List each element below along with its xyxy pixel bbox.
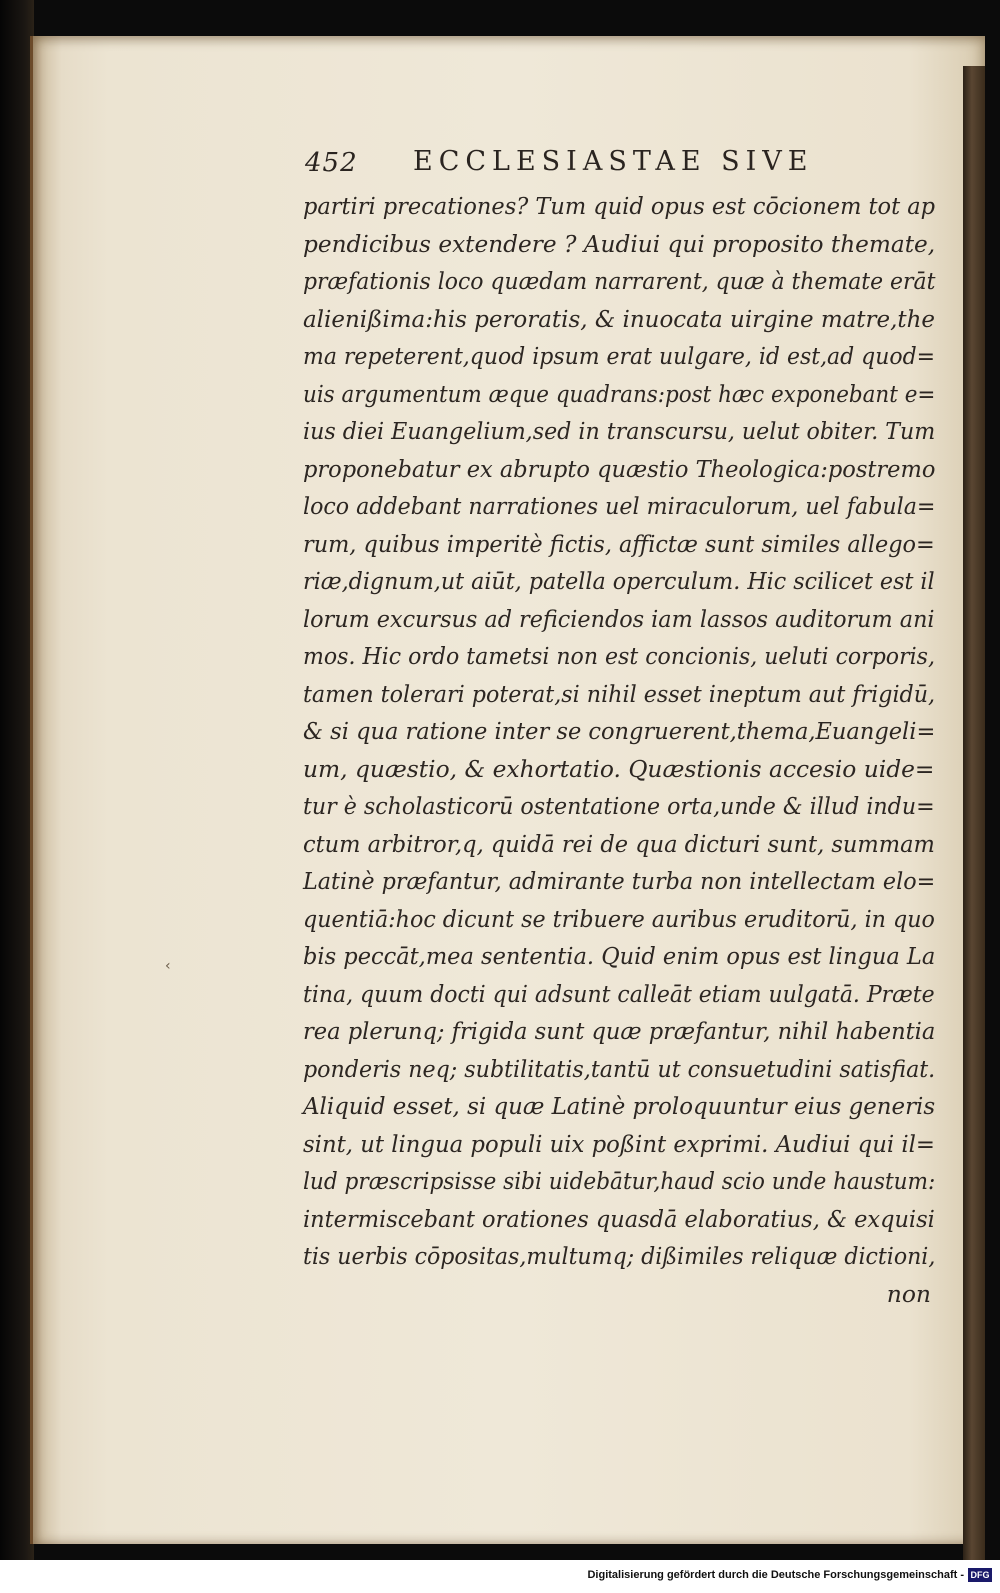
text-line: alienißima:his peroratis, & inuocata uirgine matre,the [303, 304, 935, 333]
dfg-logo: DFG [968, 1568, 992, 1582]
text-line: tis uerbis cōpositas,multumq; dißimiles reliquæ dictioni, [303, 1242, 936, 1270]
digitization-footer [0, 1560, 1000, 1593]
text-line: proponebatur ex abrupto quæstio Theologica:postremo [303, 454, 936, 483]
text-line: lud præscripsisse sibi uidebātur,haud scio unde haustum: [303, 1167, 936, 1195]
text-line: pendicibus extendere ? Audiui qui proposito themate, [303, 229, 936, 258]
text-line: mos. Hic ordo tametsi non est concionis, ueluti corporis, [303, 642, 935, 670]
page-header [305, 146, 905, 182]
text-line: intermiscebant orationes quasdā elaboratius, & exquisi [303, 1204, 935, 1233]
page-number: 452 [305, 148, 358, 178]
running-head: ECCLESIASTAE SIVE [413, 146, 814, 177]
text-line: sint, ut lingua populi uix poßint exprimi. Audiui qui il= [303, 1129, 935, 1158]
text-line: Latinè præfantur, admirante turba non intellectam elo= [303, 867, 936, 895]
text-line: præfationis loco quædam narrarent, quæ à themate erāt [303, 267, 936, 295]
text-line: rum, quibus imperitè fictis, affictæ sunt similes allego= [303, 529, 935, 558]
text-line: ius diei Euangelium,sed in transcursu, uelut obiter. Tum [303, 417, 936, 445]
text-line: loco addebant narrationes uel miraculorum, uel fabula= [303, 492, 936, 520]
text-line: lorum excursus ad reficiendos iam lassos auditorum ani [303, 604, 935, 633]
page-fore-edge [963, 66, 985, 1586]
margin-mark: ‹ [165, 958, 171, 974]
text-line: rea plerunq; frigida sunt quæ præfantur, nihil habentia [303, 1017, 936, 1045]
text-line: Aliquid esset, si quæ Latinè proloquuntur eius generis [303, 1092, 936, 1120]
text-line: ma repeterent,quod ipsum erat uulgare, id est,ad quod= [303, 342, 936, 370]
catchword: non [886, 1279, 931, 1308]
text-line: ctum arbitror,q, quidā rei de qua dicturi sunt, summam [303, 829, 935, 858]
text-line: bis peccāt,mea sententia. Quid enim opus est lingua La [303, 942, 936, 970]
text-line: tamen tolerari poterat,si nihil esset ineptum aut frigidū, [303, 679, 936, 708]
funding-credit: Digitalisierung gefördert durch die Deutsche Forschungsgemeinschaft - [587, 1569, 964, 1581]
text-line: ponderis neq; subtilitatis,tantū ut consuetudini satisfiat. [303, 1054, 936, 1083]
text-line: riæ,dignum,ut aiūt, patella operculum. Hic scilicet est il [303, 567, 935, 595]
text-line: partiri precationes? Tum quid opus est cōcionem tot ap [303, 192, 936, 220]
book-binding-edge [0, 0, 34, 1560]
text-line: uis argumentum æque quadrans:post hæc exponebant e= [303, 379, 936, 408]
text-line: & si qua ratione inter se congruerent,thema,Euangeli= [303, 717, 936, 745]
text-line: quentiā:hoc dicunt se tribuere auribus eruditorū, in quo [303, 904, 935, 933]
text-line: tur è scholasticorū ostentatione orta,unde & illud indu= [303, 792, 935, 820]
text-line: um, quæstio, & exhortatio. Quæstionis accesio uide= [303, 754, 935, 783]
text-line: tina, quum docti qui adsunt calleāt etiam uulgatā. Præte [303, 979, 935, 1008]
body-text [303, 188, 943, 1313]
